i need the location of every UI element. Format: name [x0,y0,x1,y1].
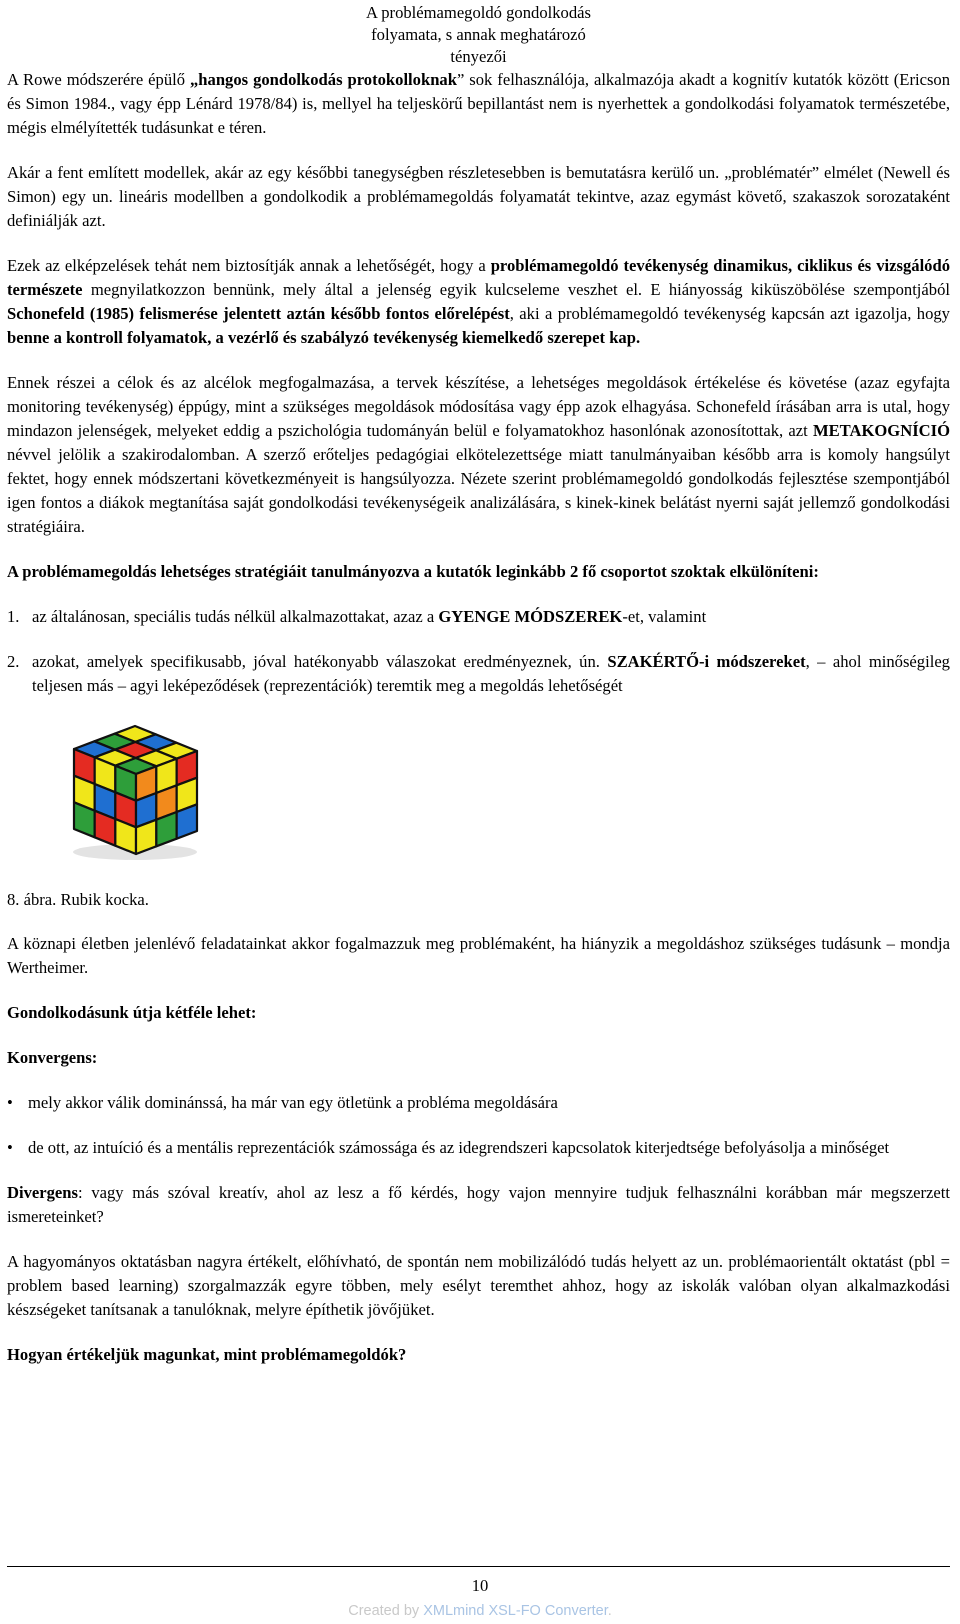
bullet-text: de ott, az intuíció és a mentális reprezentációk számossága és az idegrendszeri kapcsolatok kiterjedtsége befolyásolja a minőséget [28,1138,890,1157]
list-item [7,605,950,629]
list1-item2-text-1: azokat, amelyek specifikusabb, jóval hatékonyabb válaszokat eredményeznek, ún. [32,652,608,671]
para3-bold-1: problémamegoldó tevékenység dinamikus, ciklikus és vizsgálódó természete [7,256,950,299]
para4-text-1: Ennek részei a célok és az alcélok megfogalmazása, a tervek készítése, a lehetséges megoldások értékelése és követése (azaz egyfajta monitoring tevékenység) éppúgy, mint a szükséges megoldások módosítása vagy épp azok elhagyása. Schonefeld írásában arra is utal, hogy mindazon jelenségek, melyeket eddig a pszichológia tudományán belül e folyamatokhoz hasonlónak azonosítottak, azt [7,373,950,440]
list-number: 1. [7,607,20,626]
list-item-text [32,650,950,698]
running-header [7,0,950,68]
footer-divider [7,1566,950,1567]
header-line-3: tényezői [450,47,507,66]
numbered-list [7,605,950,698]
paragraph-linear-models: Akár a fent említett modellek, akár az egy későbbi tanegységben részletesebben is bemutatásra kerülő un. „problématér” elmélet (Newell és Simon) egy un. lineáris modellben a gondolkodik a problémamegoldás folyamatát tekintve, azaz egymást követő, szakaszok sorozataként definiálják azt. [7,163,950,230]
paragraph-schonefeld [7,254,950,350]
heading1-text: Gondolkodásunk útja kétféle lehet: [7,1003,257,1022]
heading2-text: Konvergens: [7,1048,98,1067]
paragraph-strategy-groups [7,560,950,584]
bullet-list [7,1091,950,1160]
para3-text-3: , aki a problémamegoldó tevékenység kapcsán azt igazolja, hogy [509,304,950,323]
list-item-text [32,605,950,629]
watermark-brand-link[interactable]: XMLmind XSL-FO Converter [423,1603,608,1619]
bullet-text: mely akkor válik dominánssá, ha már van egy ötletünk a probléma megoldására [28,1093,558,1112]
heading-self-evaluation [7,1343,950,1367]
para7-text: : vagy más szóval kreatív, ahol az lesz a fő kérdés, hogy vajon mennyire tudjuk felhasználni korábban már megszerzett ismereteinket? [7,1183,950,1226]
heading-thinking-paths [7,1001,950,1025]
header-line-1: A problémamegoldó gondolkodás [366,3,591,22]
list1-item2-bold: SZAKÉRTŐ-i módszereket [607,652,806,671]
para4-text-2: névvel jelölik a szakirodalomban. A szerző erőteljes pedagógiai elkötelezettsége miatt tanulmányaiban később arra is komoly hangsúlyt fektet, hogy ennek módszertani következményeit is hangsúlyozza. Nézete szerint problémamegoldó gondolkodás fejlesztése szempontjából igen fontos a diákok megtanítása saját gondolkodási tevékenységeik analizálására, s kinek-kinek belátást nyerni saját jellemző gondolkodási stratégiáira. [7,445,950,536]
list1-item1-text-2: -et, valamint [622,607,707,626]
list-item [7,1091,950,1115]
page-number: 10 [471,1576,489,1595]
para1-bold-1: „hangos gondolkodás protokolloknak [190,70,457,89]
paragraph-rowe-method [7,68,950,140]
list-item [7,1136,950,1160]
para5-bold-1: A problémamegoldás lehetséges stratégiáit tanulmányozva a kutatók leginkább 2 fő csoportot szoktak elkülöníteni: [7,562,819,581]
list1-item1-text-1: az általánosan, speciális tudás nélkül alkalmazottakat, azaz a [32,607,439,626]
heading3-text: Hogyan értékeljük magunkat, mint problémamegoldók? [7,1345,407,1364]
bullet-icon: • [7,1138,13,1157]
paragraph-wertheimer: A köznapi életben jelenlévő feladatainkat akkor fogalmazzuk meg problémaként, ha hiányzik a megoldáshoz szükséges tudásunk – mondja Wertheimer. [7,934,950,977]
watermark-prefix: Created by [348,1603,424,1619]
paragraph-divergent [7,1181,950,1229]
list-item [7,650,950,698]
para1-text-2: ” sok felhasználója, alkalmazója akadt a kognitív kutatók között (Ericson és Simon 1984., vagy épp Lénárd 1978/84) is, mellyel ha teljeskörű bepillantást nem is nyerhettek a gondolkodási folyamatok természetébe, mégis elmélyítették tudásunkat e téren. [7,70,950,137]
list1-item2-text-2: , – ahol minőségileg teljesen más – agyi leképeződések (reprezentációk) teremtik meg a megoldás lehetőségét [32,652,950,695]
converter-watermark [0,1599,960,1623]
document-page [7,0,950,1388]
para3-bold-2: Schonefeld (1985) felismerése jelentett aztán később fontos előrelépést [7,304,510,323]
para3-bold-3: benne a kontroll folyamatok, a vezérlő és szabályzó tevékenység kiemelkedő szerepet kap. [7,328,641,347]
bullet-icon: • [7,1093,13,1112]
para7-bold: Divergens [7,1183,78,1202]
paragraph-metacognition [7,371,950,539]
figure-caption: 8. ábra. Rubik kocka. [7,890,149,909]
heading-convergent [7,1046,950,1070]
para3-text-2: megnyilatkozzon bennünk, mely által a jelenség egyik kulcseleme veszhet el. E hiányosság kiküszöbölése szempontjából [82,280,950,299]
paragraph-pbl: A hagyományos oktatásban nagyra értékelt, előhívható, de spontán nem mobilizálódó tudás helyett az un. problémaorientált oktatást (pbl = problem based learning) szorgalmazzák egyre többen, mely esélyt teremthet ahhoz, hogy az iskolák valóban olyan alkalmazkodási készségeket tanítsanak a tanulóknak, melyre építhetik jövőjüket. [7,1252,950,1319]
list-number: 2. [7,652,20,671]
para4-bold-1: METAKOGNÍCIÓ [812,421,950,440]
header-line-2: folyamata, s annak meghatározó [371,25,586,44]
para1-text-1: A Rowe módszerére épülő [7,70,190,89]
watermark-suffix: . [607,1603,612,1619]
rubik-cube-image [7,704,250,866]
para3-text-1: Ezek az elképzelések tehát nem biztosítják annak a lehetőségét, hogy a [7,256,491,275]
list1-item1-bold: GYENGE MÓDSZEREK [438,607,623,626]
